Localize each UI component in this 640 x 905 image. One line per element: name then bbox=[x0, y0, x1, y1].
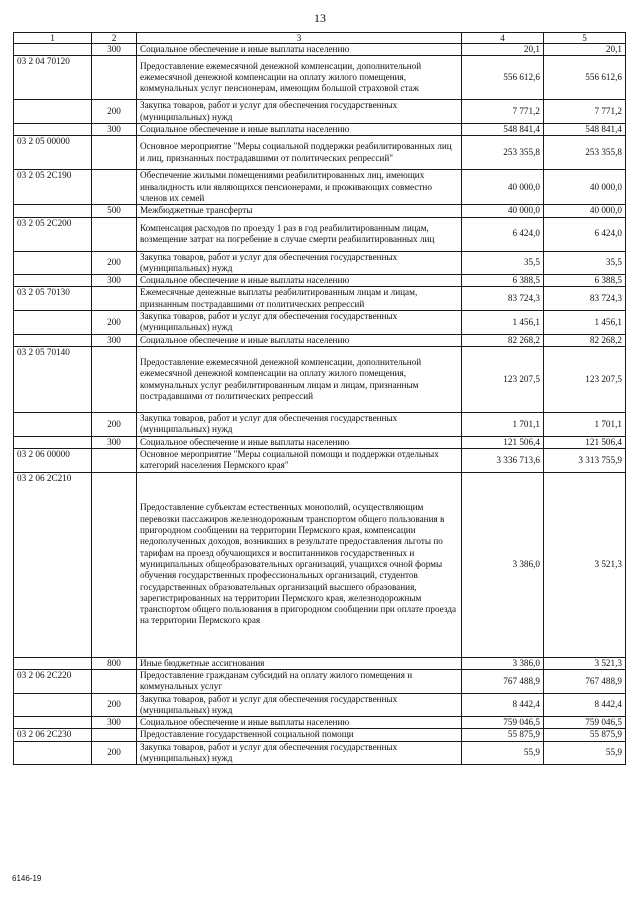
item-name: Межбюджетные трансферты bbox=[137, 205, 462, 217]
amount-year-1: 6 388,5 bbox=[462, 275, 544, 287]
amount-year-2: 3 521,3 bbox=[544, 657, 626, 669]
amount-year-2: 82 268,2 bbox=[544, 334, 626, 346]
amount-year-1: 253 355,8 bbox=[462, 136, 544, 170]
expense-type bbox=[92, 669, 137, 693]
amount-year-2: 20,1 bbox=[544, 44, 626, 56]
amount-year-1: 6 424,0 bbox=[462, 217, 544, 251]
document-code: 6146-19 bbox=[12, 874, 42, 883]
amount-year-1: 20,1 bbox=[462, 44, 544, 56]
table-row bbox=[14, 205, 626, 217]
item-name: Закупка товаров, работ и услуг для обеспечения государственных (муниципальных) нужд bbox=[137, 741, 462, 765]
table-row bbox=[14, 347, 626, 413]
amount-year-1: 8 442,4 bbox=[462, 693, 544, 717]
amount-year-2: 123 207,5 bbox=[544, 347, 626, 413]
table-row bbox=[14, 657, 626, 669]
item-name: Основное мероприятие "Меры социальной поддержки реабилитированных лиц и лиц, признанных пострадавшими от политических репрессий" bbox=[137, 136, 462, 170]
amount-year-2: 3 313 755,9 bbox=[544, 448, 626, 472]
amount-year-1: 82 268,2 bbox=[462, 334, 544, 346]
expense-type: 200 bbox=[92, 100, 137, 124]
expense-type: 300 bbox=[92, 717, 137, 729]
column-header: 4 bbox=[462, 33, 544, 44]
item-name: Компенсация расходов по проезду 1 раз в год реабилитированным лицам, возмещение затрат на погребение в случае смерти реабилитированных лиц bbox=[137, 217, 462, 251]
amount-year-1: 123 207,5 bbox=[462, 347, 544, 413]
item-name: Ежемесячные денежные выплаты реабилитированным лицам и лицам, признанным пострадавшими от политических репрессий bbox=[137, 287, 462, 311]
amount-year-2: 556 612,6 bbox=[544, 56, 626, 100]
table-row bbox=[14, 287, 626, 311]
expense-type: 200 bbox=[92, 693, 137, 717]
expense-type bbox=[92, 170, 137, 205]
amount-year-1: 3 336 713,6 bbox=[462, 448, 544, 472]
budget-code: 03 2 06 2С230 bbox=[14, 729, 92, 741]
page-number: 13 bbox=[314, 11, 326, 25]
table-row bbox=[14, 56, 626, 100]
amount-year-1: 55 875,9 bbox=[462, 729, 544, 741]
amount-year-1: 7 771,2 bbox=[462, 100, 544, 124]
item-name: Социальное обеспечение и иные выплаты населению bbox=[137, 275, 462, 287]
budget-code: 03 2 05 70140 bbox=[14, 347, 92, 413]
expense-type bbox=[92, 136, 137, 170]
expense-type bbox=[92, 347, 137, 413]
expense-type: 300 bbox=[92, 44, 137, 56]
expense-type: 200 bbox=[92, 413, 137, 437]
expense-type bbox=[92, 56, 137, 100]
table-row bbox=[14, 729, 626, 741]
item-name: Закупка товаров, работ и услуг для обеспечения государственных (муниципальных) нужд bbox=[137, 311, 462, 335]
amount-year-2: 83 724,3 bbox=[544, 287, 626, 311]
item-name: Социальное обеспечение и иные выплаты населению bbox=[137, 717, 462, 729]
budget-code: 03 2 05 2С200 bbox=[14, 217, 92, 251]
amount-year-1: 1 701,1 bbox=[462, 413, 544, 437]
table-row bbox=[14, 136, 626, 170]
table-row bbox=[14, 472, 626, 657]
amount-year-2: 1 701,1 bbox=[544, 413, 626, 437]
amount-year-1: 55,9 bbox=[462, 741, 544, 765]
item-name: Закупка товаров, работ и услуг для обеспечения государственных (муниципальных) нужд bbox=[137, 693, 462, 717]
budget-code bbox=[14, 436, 92, 448]
item-name: Иные бюджетные ассигнования bbox=[137, 657, 462, 669]
expense-type: 200 bbox=[92, 251, 137, 275]
budget-code bbox=[14, 334, 92, 346]
column-header: 2 bbox=[92, 33, 137, 44]
table-row bbox=[14, 741, 626, 765]
budget-code: 03 2 06 2С220 bbox=[14, 669, 92, 693]
amount-year-2: 253 355,8 bbox=[544, 136, 626, 170]
item-name: Закупка товаров, работ и услуг для обеспечения государственных (муниципальных) нужд bbox=[137, 100, 462, 124]
item-name: Предоставление ежемесячной денежной компенсации, дополнительной ежемесячной денежной компенсации на оплату жилого помещения, коммунальных услуг пенсионерам, имеющим большой страховой стаж bbox=[137, 56, 462, 100]
amount-year-1: 556 612,6 bbox=[462, 56, 544, 100]
budget-code: 03 2 04 70120 bbox=[14, 56, 92, 100]
amount-year-2: 40 000,0 bbox=[544, 170, 626, 205]
item-name: Социальное обеспечение и иные выплаты населению bbox=[137, 436, 462, 448]
amount-year-2: 7 771,2 bbox=[544, 100, 626, 124]
item-name: Обеспечение жилыми помещениями реабилитированных лиц, имеющих инвалидность или являющихся пенсионерами, и проживающих совместно членов их семей bbox=[137, 170, 462, 205]
table-row bbox=[14, 44, 626, 56]
amount-year-2: 55,9 bbox=[544, 741, 626, 765]
item-name: Предоставление государственной социальной помощи bbox=[137, 729, 462, 741]
item-name: Закупка товаров, работ и услуг для обеспечения государственных (муниципальных) нужд bbox=[137, 251, 462, 275]
item-name: Предоставление субъектам естественных монополий, осуществляющим перевозки пассажиров железнодорожным транспортом общего пользования в пригородном сообщении на территории Пермского края, компенсации недополученных доходов, возникших в результате предоставления льготы по тарифам на проезд обучающихся и воспитанников государственных и муниципальных общеобразовательных организаций, учащихся очной формы обучения государственных профессиональных организаций, студентов государственных образовательных организаций высшего образования, зарегистрированных на территории Пермского края, железнодорожным транспортом общего пользования в пригородном сообщении при оплате проезда на территории Пермского края bbox=[137, 472, 462, 657]
budget-code bbox=[14, 741, 92, 765]
amount-year-2: 55 875,9 bbox=[544, 729, 626, 741]
amount-year-2: 767 488,9 bbox=[544, 669, 626, 693]
amount-year-2: 3 521,3 bbox=[544, 472, 626, 657]
amount-year-1: 83 724,3 bbox=[462, 287, 544, 311]
table-row bbox=[14, 217, 626, 251]
table-row bbox=[14, 669, 626, 693]
expense-type bbox=[92, 729, 137, 741]
amount-year-2: 548 841,4 bbox=[544, 123, 626, 135]
budget-code bbox=[14, 251, 92, 275]
budget-code bbox=[14, 275, 92, 287]
item-name: Основное мероприятие "Меры социальной помощи и поддержки отдельных категорий населения Пермского края" bbox=[137, 448, 462, 472]
expense-type bbox=[92, 287, 137, 311]
expense-type: 300 bbox=[92, 123, 137, 135]
item-name: Предоставление ежемесячной денежной компенсации, дополнительной ежемесячной денежной компенсации на оплату жилого помещения, коммунальных услуг реабилитированным лицам и лицам, признанным пострадавшими от политических репрессий bbox=[137, 347, 462, 413]
budget-code: 03 2 06 2С210 bbox=[14, 472, 92, 657]
expense-type: 300 bbox=[92, 334, 137, 346]
amount-year-1: 40 000,0 bbox=[462, 170, 544, 205]
budget-code bbox=[14, 717, 92, 729]
item-name: Социальное обеспечение и иные выплаты населению bbox=[137, 334, 462, 346]
amount-year-2: 6 388,5 bbox=[544, 275, 626, 287]
amount-year-2: 759 046,5 bbox=[544, 717, 626, 729]
amount-year-2: 1 456,1 bbox=[544, 311, 626, 335]
amount-year-1: 767 488,9 bbox=[462, 669, 544, 693]
amount-year-2: 40 000,0 bbox=[544, 205, 626, 217]
table-row bbox=[14, 170, 626, 205]
budget-code bbox=[14, 311, 92, 335]
amount-year-1: 3 386,0 bbox=[462, 472, 544, 657]
budget-table bbox=[13, 32, 626, 765]
amount-year-2: 6 424,0 bbox=[544, 217, 626, 251]
item-name: Закупка товаров, работ и услуг для обеспечения государственных (муниципальных) нужд bbox=[137, 413, 462, 437]
budget-code bbox=[14, 413, 92, 437]
expense-type: 500 bbox=[92, 205, 137, 217]
expense-type bbox=[92, 217, 137, 251]
table-header-row bbox=[14, 33, 626, 44]
budget-code bbox=[14, 123, 92, 135]
expense-type bbox=[92, 448, 137, 472]
table-row bbox=[14, 123, 626, 135]
budget-code bbox=[14, 657, 92, 669]
amount-year-1: 1 456,1 bbox=[462, 311, 544, 335]
expense-type: 200 bbox=[92, 311, 137, 335]
amount-year-1: 121 506,4 bbox=[462, 436, 544, 448]
amount-year-1: 759 046,5 bbox=[462, 717, 544, 729]
amount-year-1: 40 000,0 bbox=[462, 205, 544, 217]
table-row bbox=[14, 334, 626, 346]
table-row bbox=[14, 251, 626, 275]
budget-code: 03 2 05 00000 bbox=[14, 136, 92, 170]
column-header: 3 bbox=[137, 33, 462, 44]
budget-code bbox=[14, 44, 92, 56]
item-name: Социальное обеспечение и иные выплаты населению bbox=[137, 123, 462, 135]
table-row bbox=[14, 448, 626, 472]
table-row bbox=[14, 311, 626, 335]
column-header: 1 bbox=[14, 33, 92, 44]
table-row bbox=[14, 100, 626, 124]
expense-type: 800 bbox=[92, 657, 137, 669]
column-header: 5 bbox=[544, 33, 626, 44]
item-name: Предоставление гражданам субсидий на оплату жилого помещения и коммунальных услуг bbox=[137, 669, 462, 693]
amount-year-1: 548 841,4 bbox=[462, 123, 544, 135]
expense-type: 300 bbox=[92, 275, 137, 287]
expense-type: 200 bbox=[92, 741, 137, 765]
amount-year-2: 35,5 bbox=[544, 251, 626, 275]
budget-code bbox=[14, 693, 92, 717]
amount-year-1: 3 386,0 bbox=[462, 657, 544, 669]
budget-code: 03 2 06 00000 bbox=[14, 448, 92, 472]
table-row bbox=[14, 693, 626, 717]
table-row bbox=[14, 436, 626, 448]
budget-code bbox=[14, 205, 92, 217]
table-row bbox=[14, 717, 626, 729]
expense-type: 300 bbox=[92, 436, 137, 448]
item-name: Социальное обеспечение и иные выплаты населению bbox=[137, 44, 462, 56]
expense-type bbox=[92, 472, 137, 657]
table-row bbox=[14, 413, 626, 437]
budget-code: 03 2 05 2С190 bbox=[14, 170, 92, 205]
amount-year-2: 8 442,4 bbox=[544, 693, 626, 717]
amount-year-1: 35,5 bbox=[462, 251, 544, 275]
budget-code bbox=[14, 100, 92, 124]
budget-code: 03 2 05 70130 bbox=[14, 287, 92, 311]
amount-year-2: 121 506,4 bbox=[544, 436, 626, 448]
table-row bbox=[14, 275, 626, 287]
